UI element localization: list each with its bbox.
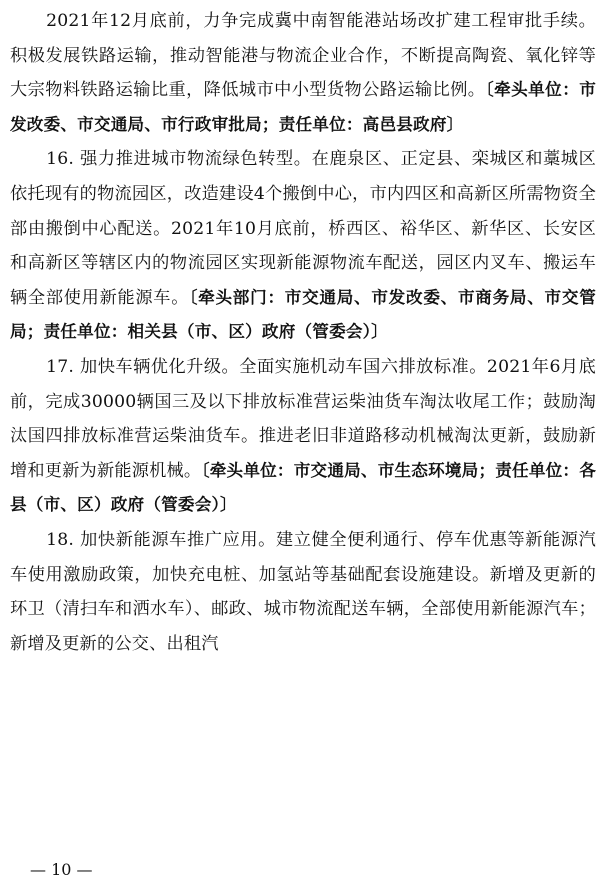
document-page (10, 4, 596, 661)
paragraph-body: 强力推进城市物流绿色转型。在鹿泉区、正定县、栾城区和藁城区依托现有的物流园区，改造建设4个搬倒中心，市内四区和高新区所需物资全部由搬倒中心配送。2021年10月底前，桥西区、裕华区、新华区、长安区和高新区等辖区内的物流园区实现新能源物流车配送，园区内叉车、搬运车辆全部使用新能源车。 (10, 149, 596, 308)
responsibility-note: 〔牵头单位：市交通局、市生态环境局；责任单位：各县（市、区）政府（管委会）〕 (10, 460, 597, 515)
paragraph-15-continued (10, 4, 596, 142)
item-number: 16. (46, 149, 75, 170)
paragraph-body: 加快新能源车推广应用。建立健全便利通行、停车优惠等新能源汽车使用激励政策，加快充电桩、加氢站等基础配套设施建设。新增及更新的环卫（清扫车和洒水车）、邮政、城市物流配送车辆，全部使用新能源汽车；新增及更新的公交、出租汽 (10, 529, 596, 654)
paragraph-body: 加快车辆优化升级。全面实施机动车国六排放标准。2021年6月底前，完成30000辆国三及以下排放标准营运柴油货车淘汰收尾工作；鼓励淘汰国四排放标准营运柴油货车。推进老旧非道路移动机械淘汰更新，鼓励新增和更新为新能源机械。 (10, 356, 596, 481)
item-number: 18. (46, 529, 75, 550)
paragraph-16 (10, 142, 596, 350)
item-number: 17. (46, 356, 75, 377)
paragraph-body: 2021年12月底前，力争完成冀中南智能港站场改扩建工程审批手续。积极发展铁路运输，推动智能港与物流企业合作，不断提高陶瓷、氧化锌等大宗物料铁路运输比重，降低城市中小型货物公路运输比例。 (10, 11, 596, 101)
responsibility-note: 〔牵头部门：市交通局、市发改委、市商务局、市交管局；责任单位：相关县（市、区）政府（管委会）〕 (10, 287, 596, 342)
page-number: — 10 — (30, 860, 93, 879)
responsibility-note: 〔牵头单位：市发改委、市交通局、市行政审批局；责任单位：高邑县政府〕 (10, 80, 596, 134)
paragraph-18 (10, 523, 596, 661)
paragraph-17 (10, 350, 596, 523)
